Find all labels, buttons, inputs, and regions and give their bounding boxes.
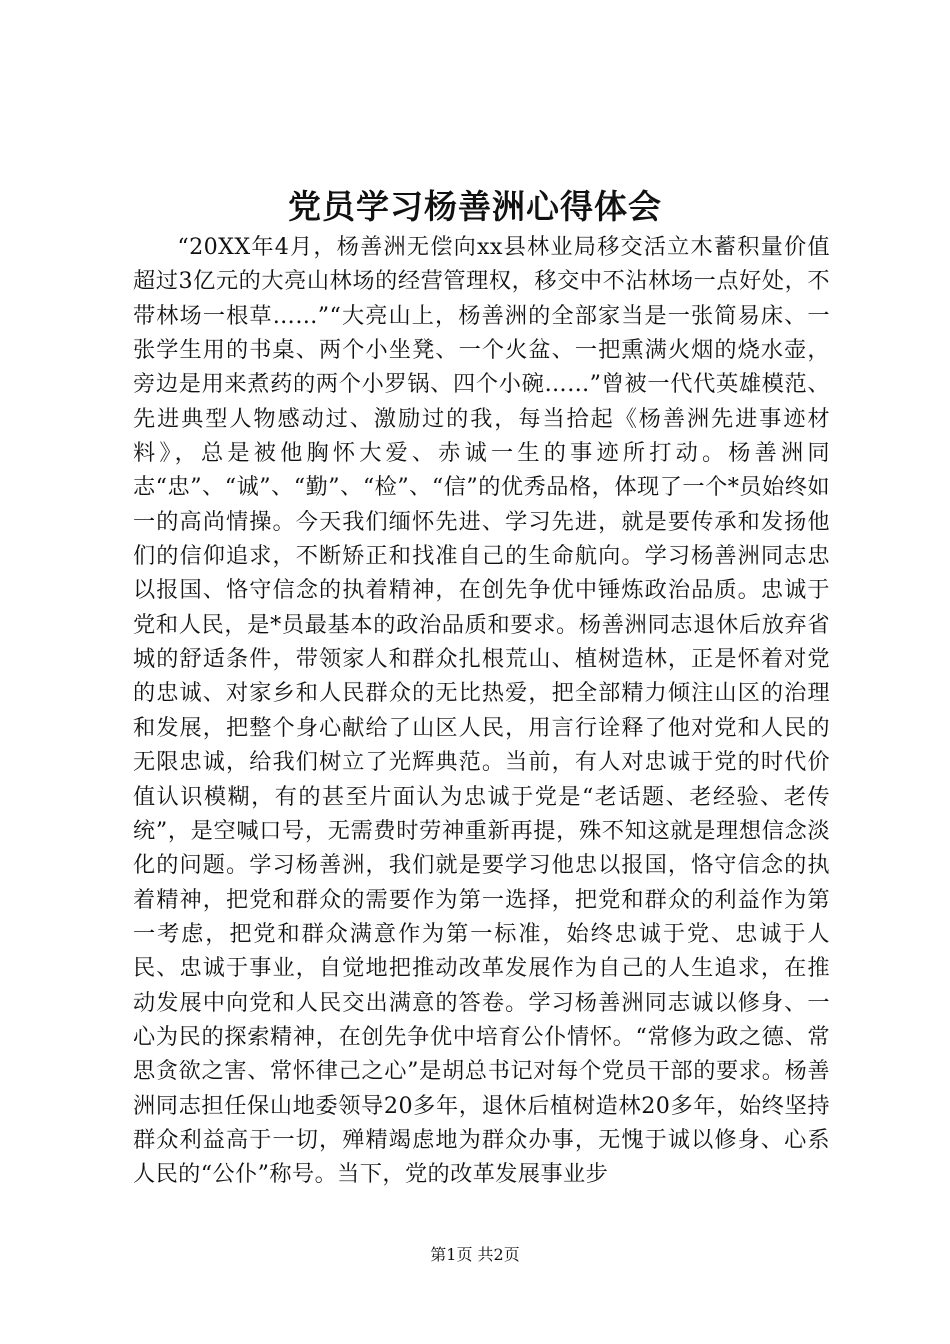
- document-title: 党员学习杨善洲心得体会: [288, 187, 662, 226]
- page-footer: 第1页 共2页: [430, 1245, 520, 1264]
- document-body: “20XX年4月，杨善洲无偿向xx县林业局移交活立木蓄积量价值超过3亿元的大亮山林场的经营管理权，移交中不沾林场一点好处，不带林场一根草……”“大亮山上，杨善洲的全部家当是一张简易床、一张学生用的书桌、两个小坐凳、一个火盆、一把熏满火烟的烧水壶，旁边是用来煮药的两个小罗锅、四个小碗……”曾被一代代英雄模范、先进典型人物感动过、激励过的我，每当拾起《杨善洲先进事迹材料》，总是被他胸怀大爱、赤诚一生的事迹所打动。杨善洲同志“忠”、“诚”、“勤”、“检”、“信”的优秀品格，体现了一个*员始终如一的高尚情操。今天我们缅怀先进、学习先进，就是要传承和发扬他们的信仰追求，不断矫正和找准自己的生命航向。学习杨善洲同志忠以报国、恪守信念的执着精神，在创先争优中锤炼政治品质。忠诚于党和人民，是*员最基本的政治品质和要求。杨善洲同志退休后放弃省城的舒适条件，带领家人和群众扎根荒山、植树造林，正是怀着对党的忠诚、对家乡和人民群众的无比热爱，把全部精力倾注山区的治理和发展，把整个身心献给了山区人民，用言行诠释了他对党和人民的无限忠诚，给我们树立了光辉典范。当前，有人对忠诚于党的时代价值认识模糊，有的甚至片面认为忠诚于党是“老话题、老经验、老传统”，是空喊口号，无需费时劳神重新再提，殊不知这就是理想信念淡化的问题。学习杨善洲，我们就是要学习他忠以报国，恪守信念的执着精神，把党和群众的需要作为第一选择，把党和群众的利益作为第一考虑，把党和群众满意作为第一标准，始终忠诚于党、忠诚于人民、忠诚于事业，自觉地把推动改革发展作为自己的人生追求，在推动发展中向党和人民交出满意的答卷。学习杨善洲同志诚以修身、一心为民的探索精神，在创先争优中培育公仆情怀。“常修为政之德、常思贪欲之害、常怀律己之心”是胡总书记对每个党员干部的要求。杨善洲同志担任保山地委领导20多年，退休后植树造林20多年，始终坚持群众利益高于一切，殚精竭虑地为群众办事，无愧于诚以修身、心系人民的“公仆”称号。当下，党的改革发展事业步: [133, 234, 830, 1188]
